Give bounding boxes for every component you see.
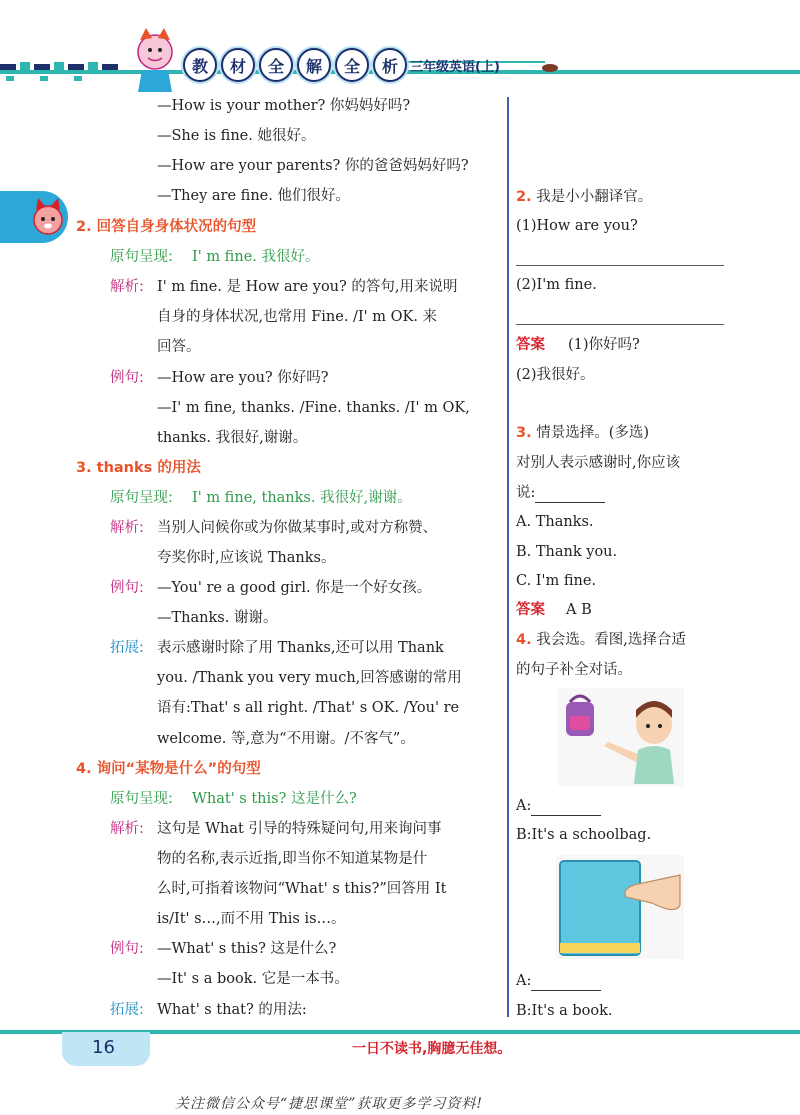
jiexi-line: I' m fine. 是 How are you? 的答句,用来说明 <box>157 279 458 295</box>
fox-icon <box>28 196 68 240</box>
dialog-a-row <box>516 796 601 816</box>
answer-label: 答案 <box>516 602 545 618</box>
dialog-b: B:It's a schoolbag. <box>516 827 652 843</box>
dialog-line: —How is your mother? 你妈妈好吗? <box>157 98 411 114</box>
brand-char: 析 <box>373 48 407 82</box>
brand-char: 全 <box>335 48 369 82</box>
jiexi-label: 解析: <box>110 821 144 837</box>
answer-blank[interactable] <box>531 976 601 991</box>
liju-label: 例句: <box>110 370 144 386</box>
dialog-b: B:It's a book. <box>516 1003 613 1019</box>
question-stem: 对别人表示感谢时,你应该 <box>516 455 681 471</box>
liju-line: —How are you? 你好吗? <box>157 370 329 386</box>
question-4-title <box>516 630 686 650</box>
jiexi-line: 么时,可指着该物问“What' s this?”回答用 It <box>157 881 447 897</box>
answer-text: (2)我很好。 <box>516 367 595 383</box>
yuanju-text: I' m fine, thanks. 我很好,谢谢。 <box>192 490 412 506</box>
liju-line: —What' s this? 这是什么? <box>157 941 337 957</box>
question-text-cont: 的句子补全对话。 <box>516 662 632 678</box>
question-item: (1)How are you? <box>516 218 638 234</box>
answer-blank[interactable] <box>531 801 601 816</box>
mascot-icon <box>138 28 172 92</box>
question-number: 4. <box>516 632 532 648</box>
brand-char: 解 <box>297 48 331 82</box>
answer-line[interactable] <box>516 265 724 266</box>
option-a: A. Thanks. <box>516 514 594 530</box>
speaker-a: A: <box>516 973 532 989</box>
answer-label: 答案 <box>516 337 545 353</box>
question-text: 我会选。看图,选择合适 <box>536 632 686 648</box>
jiexi-line: 夸奖你时,应该说 Thanks。 <box>157 550 336 566</box>
column-divider <box>507 97 509 1017</box>
jiexi-line: 自身的身体状况,也常用 Fine. /I' m OK. 来 <box>157 309 438 325</box>
tuozhan-line: welcome. 等,意为“不用谢。/不客气”。 <box>157 731 415 747</box>
yuanju-label: 原句呈现: <box>110 791 173 807</box>
page-header <box>0 0 800 95</box>
yuanju-text: I' m fine. 我很好。 <box>192 249 320 265</box>
question-stem-row <box>516 483 605 503</box>
pen-icon <box>542 64 558 72</box>
book-illustration <box>556 855 684 959</box>
yuanju-text: What' s this? 这是什么? <box>192 791 357 807</box>
jiexi-line: 回答。 <box>157 339 201 355</box>
question-item: (2)I'm fine. <box>516 277 597 293</box>
section-title: 3. thanks 的用法 <box>76 460 201 476</box>
speaker-a: A: <box>516 798 532 814</box>
answer-text: A B <box>566 602 592 618</box>
section-title: 4. 询问“某物是什么”的句型 <box>76 761 261 777</box>
jiexi-line: 当别人问候你或为你做某事时,或对方称赞、 <box>157 520 438 536</box>
footer-motto: 一日不读书,胸臆无佳想。 <box>352 1041 512 1057</box>
dialog-line: —How are your parents? 你的爸爸妈妈好吗? <box>157 158 469 174</box>
liju-line: —You' re a good girl. 你是一个好女孩。 <box>157 580 432 596</box>
schoolbag-boy-illustration <box>558 688 684 786</box>
brand-char: 全 <box>259 48 293 82</box>
tuozhan-line: What' s that? 的用法: <box>157 1002 307 1018</box>
jiexi-line: 物的名称,表示近指,即当你不知道某物是什 <box>157 851 428 867</box>
tuozhan-label: 拓展: <box>110 640 144 656</box>
yuanju-label: 原句呈现: <box>110 490 173 506</box>
answer-text: (1)你好吗? <box>568 337 640 353</box>
question-text: 情景选择。(多选) <box>536 425 650 441</box>
liju-label: 例句: <box>110 580 144 596</box>
bottom-note: 关注微信公众号“捷思课堂”获取更多学习资料! <box>175 1096 483 1112</box>
tuozhan-label: 拓展: <box>110 1002 144 1018</box>
dialog-line: —They are fine. 他们很好。 <box>157 188 350 204</box>
jiexi-label: 解析: <box>110 520 144 536</box>
option-c: C. I'm fine. <box>516 573 597 589</box>
question-number: 2. <box>516 189 532 205</box>
tuozhan-line: 语有:That' s all right. /That' s OK. /You' re <box>157 700 460 716</box>
brand-char: 教 <box>183 48 217 82</box>
liju-line: —Thanks. 谢谢。 <box>157 610 278 626</box>
liju-line: thanks. 我很好,谢谢。 <box>157 430 308 446</box>
answer-blank[interactable] <box>535 488 605 503</box>
question-3-title <box>516 423 649 443</box>
section-title: 2. 回答自身身体状况的句型 <box>76 219 257 235</box>
dialog-a-row <box>516 971 601 991</box>
question-number: 3. <box>516 425 532 441</box>
liju-label: 例句: <box>110 941 144 957</box>
page-number: 16 <box>92 1037 115 1058</box>
brand-title <box>183 48 407 82</box>
schoolbag-icon <box>566 696 594 736</box>
grade-label: 三年级英语(上) <box>410 60 500 75</box>
tuozhan-line: you. /Thank you very much,回答感谢的常用 <box>157 670 462 686</box>
jiexi-line: is/It' s…,而不用 This is…。 <box>157 911 346 927</box>
jiexi-line: 这句是 What 引导的特殊疑问句,用来询问事 <box>157 821 442 837</box>
yuanju-label: 原句呈现: <box>110 249 173 265</box>
tuozhan-line: 表示感谢时除了用 Thanks,还可以用 Thank <box>157 640 444 656</box>
answer-line[interactable] <box>516 324 724 325</box>
liju-line: —It' s a book. 它是一本书。 <box>157 971 349 987</box>
liju-line: —I' m fine, thanks. /Fine. thanks. /I' m OK, <box>157 400 470 416</box>
brand-char: 材 <box>221 48 255 82</box>
question-stem: 说: <box>516 485 536 501</box>
option-b: B. Thank you. <box>516 544 618 560</box>
question-text: 我是小小翻译官。 <box>536 189 653 205</box>
jiexi-label: 解析: <box>110 279 144 295</box>
dialog-line: —She is fine. 她很好。 <box>157 128 316 144</box>
question-2-title <box>516 187 652 207</box>
book-icon <box>560 861 640 955</box>
